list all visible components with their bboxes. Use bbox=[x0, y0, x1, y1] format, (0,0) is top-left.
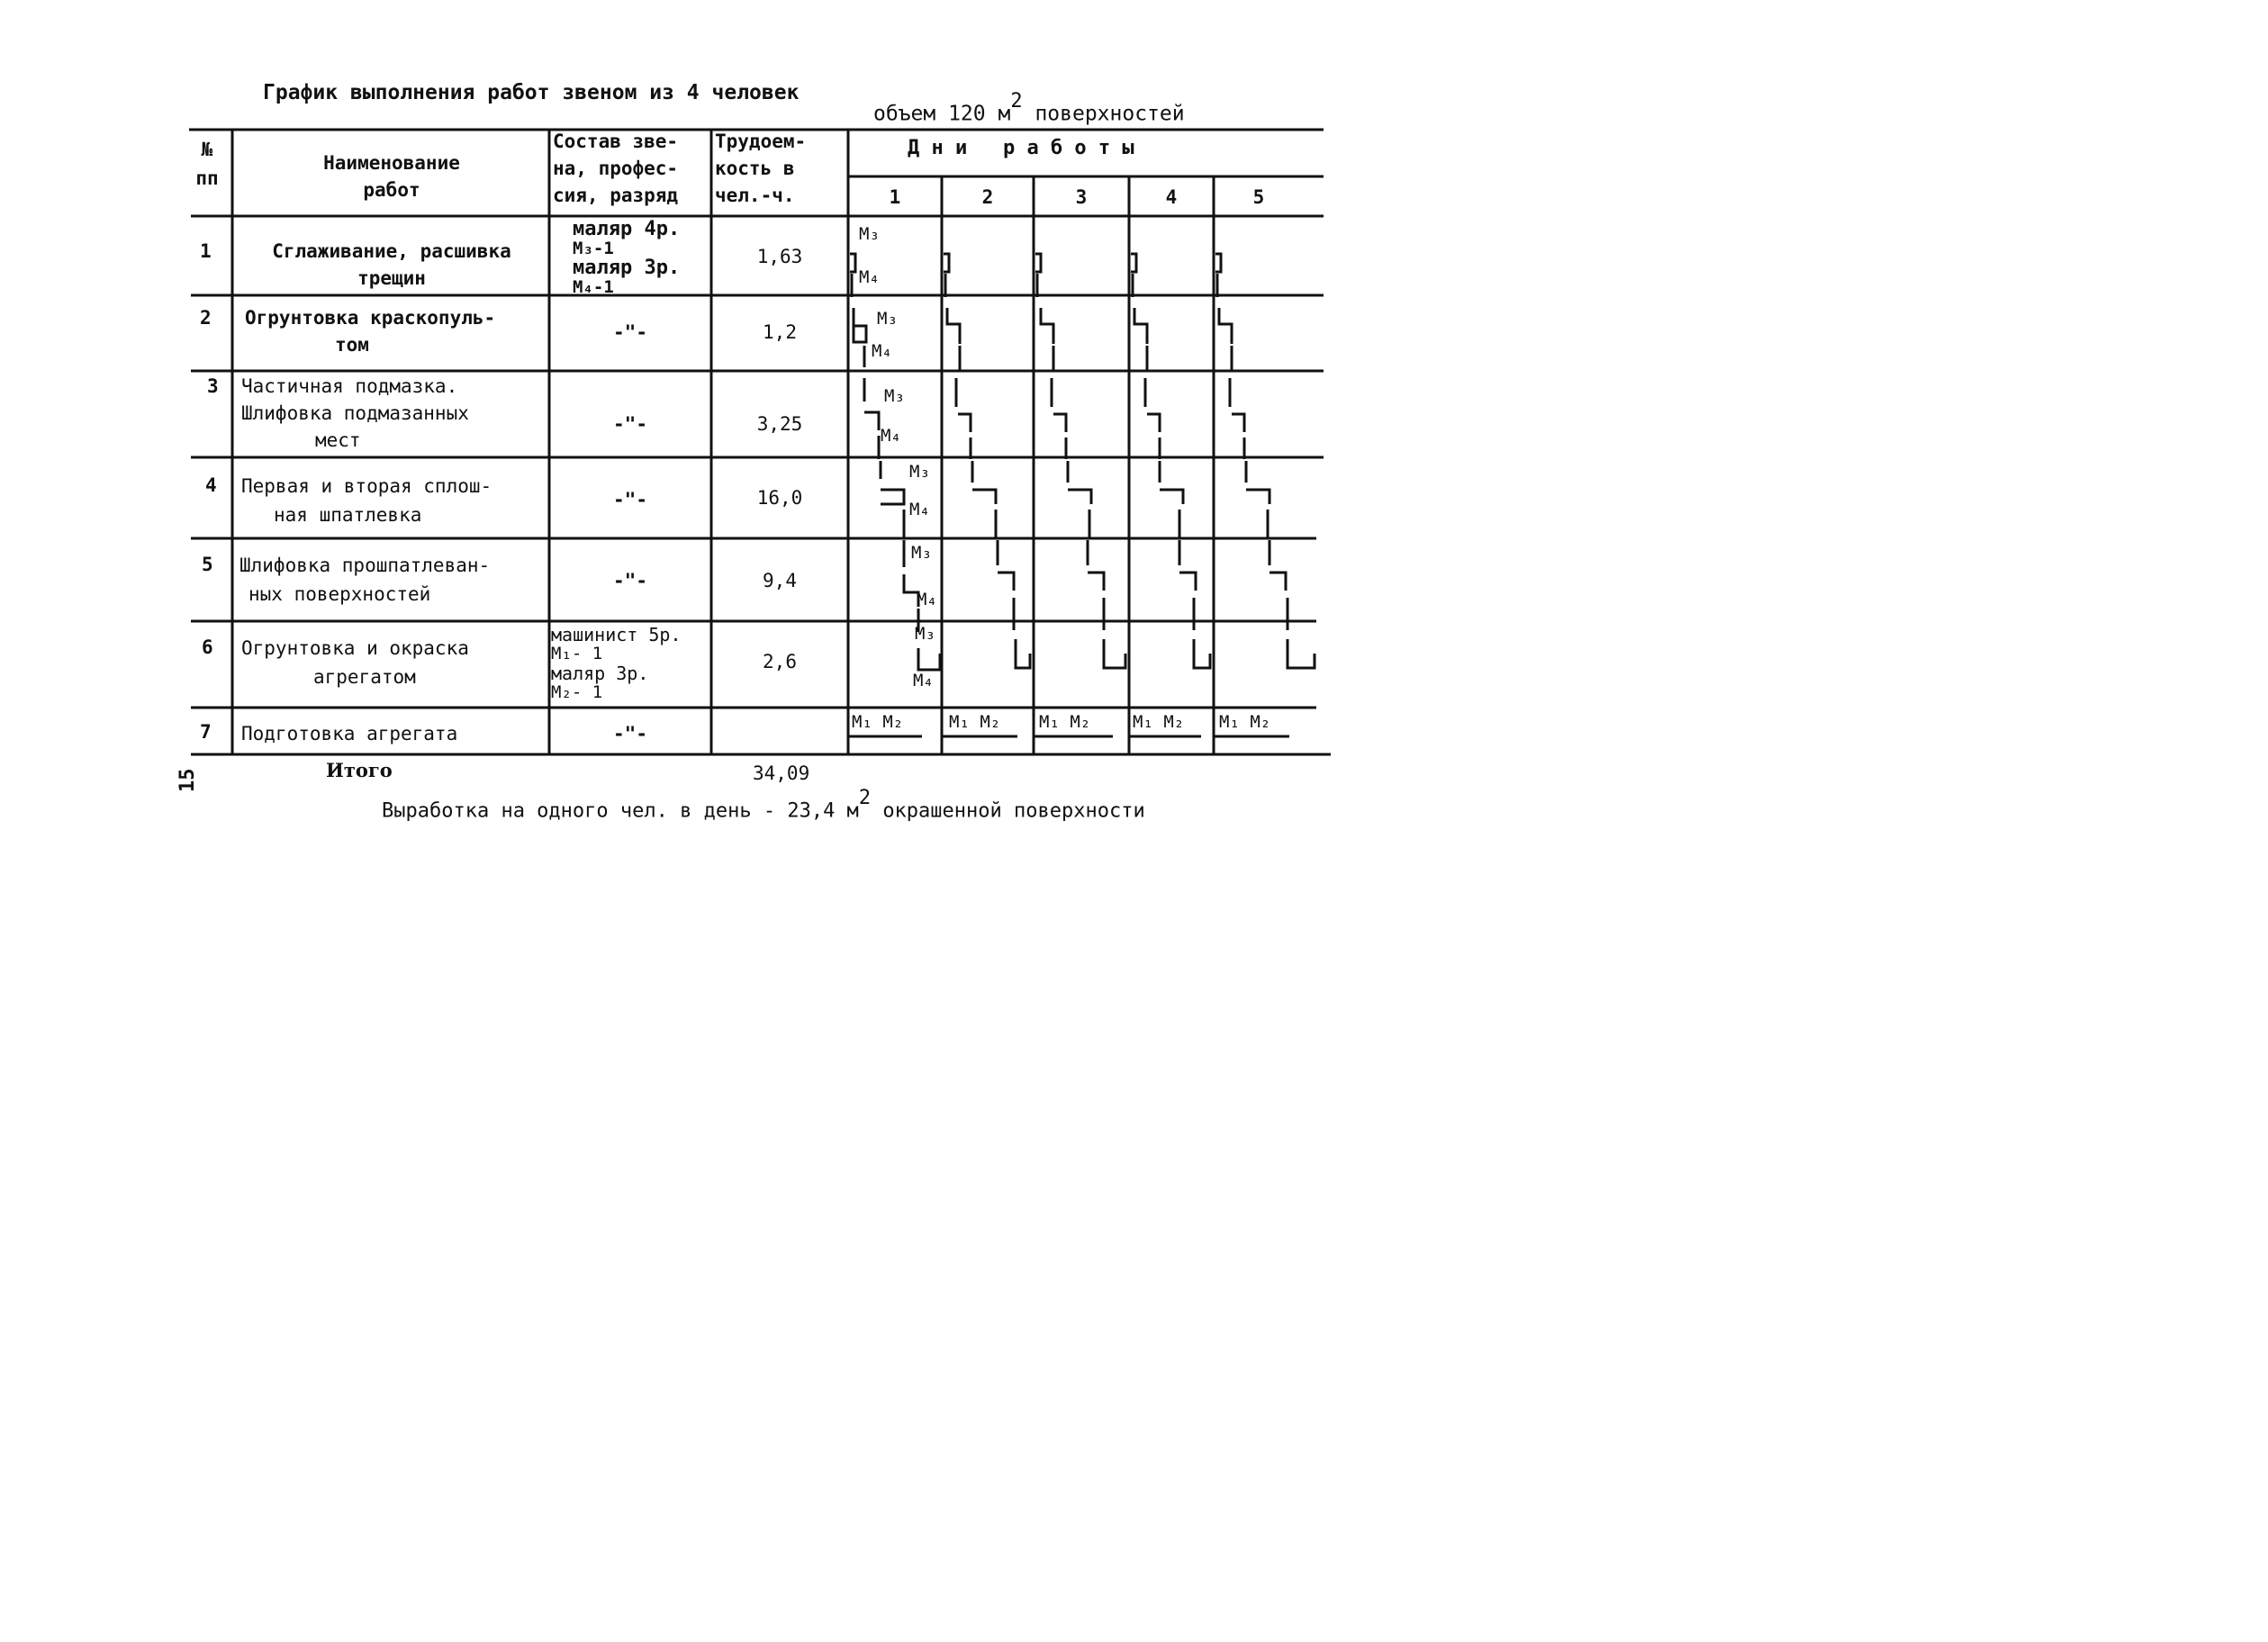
row-2-name bbox=[245, 304, 495, 358]
row-6-labor: 2,6 bbox=[763, 651, 797, 672]
row-1-crew bbox=[573, 220, 680, 297]
col-header-crew-line3: сия, разряд bbox=[553, 185, 679, 206]
row-4-labor: 16,0 bbox=[756, 487, 803, 509]
day-1-header: 1 bbox=[889, 186, 901, 208]
day-5-header: 5 bbox=[1252, 186, 1265, 208]
sched-m4-r2: М₄ bbox=[872, 341, 892, 361]
row-6-crew-line4: М₂- 1 bbox=[551, 682, 603, 702]
sched-m3-r4: М₃ bbox=[909, 462, 930, 482]
sched-agg-day3: М₁ М₂ bbox=[1039, 712, 1091, 732]
row-7-name: Подготовка агрегата bbox=[241, 723, 458, 744]
col-header-crew bbox=[553, 128, 678, 209]
row-3-name bbox=[241, 373, 469, 454]
volume-sup: 2 bbox=[1010, 90, 1023, 113]
col-header-name bbox=[236, 149, 547, 203]
row-3-name-line3: мест bbox=[315, 429, 361, 451]
col-header-labor bbox=[715, 128, 806, 209]
row-6-name bbox=[241, 634, 469, 691]
page-number: 15 bbox=[176, 768, 199, 792]
sched-m3-r3: М₃ bbox=[884, 386, 905, 406]
row-5-num: 5 bbox=[202, 554, 213, 575]
row-6-crew-line2: М₁- 1 bbox=[551, 644, 603, 663]
row-6-crew-line3: маляр 3р. bbox=[551, 663, 649, 684]
col-header-labor-line1: Трудоем- bbox=[715, 131, 807, 152]
volume-suffix: поверхностей bbox=[1035, 102, 1185, 126]
sched-m4-r6: М₄ bbox=[913, 671, 934, 690]
sched-m4-r3: М₄ bbox=[881, 426, 901, 446]
sched-agg-day4: М₁ М₂ bbox=[1133, 712, 1185, 732]
col-header-crew-line1: Состав зве- bbox=[553, 131, 679, 152]
row-4-num: 4 bbox=[205, 474, 217, 496]
col-header-labor-line3: чел.-ч. bbox=[715, 185, 795, 206]
row-3-name-line1: Частичная подмазка. bbox=[241, 375, 458, 397]
row-7-crew: -"- bbox=[613, 723, 647, 744]
row-2-crew: -"- bbox=[613, 321, 647, 343]
output-prefix: Выработка на одного чел. в день - 23,4 м bbox=[382, 799, 859, 823]
row-1-labor: 1,63 bbox=[756, 246, 803, 267]
row-3-labor: 3,25 bbox=[756, 413, 803, 435]
sched-agg-day1: М₁ М₂ bbox=[852, 712, 904, 732]
col-header-num-line1: № bbox=[201, 139, 213, 160]
row-2-name-line1: Огрунтовка краскопуль- bbox=[245, 307, 496, 329]
sched-m4-r4: М₄ bbox=[909, 500, 930, 519]
day-2-header: 2 bbox=[981, 186, 994, 208]
row-6-crew-line1: машинист 5р. bbox=[551, 624, 682, 645]
sched-m4-r5: М₄ bbox=[917, 590, 937, 609]
row-5-name-line1: Шлифовка прошпатлеван- bbox=[239, 555, 491, 576]
row-4-crew: -"- bbox=[613, 489, 647, 510]
output-sup: 2 bbox=[858, 787, 872, 809]
day-4-header: 4 bbox=[1165, 186, 1178, 208]
col-header-num-line2: пп bbox=[195, 167, 219, 189]
day-3-header: 3 bbox=[1075, 186, 1088, 208]
row-1-crew-line1: маляр 4р. bbox=[573, 218, 681, 240]
row-5-name-line2: ных поверхностей bbox=[248, 583, 431, 605]
row-2-labor: 1,2 bbox=[763, 321, 797, 343]
row-4-name-line2: ная шпатлевка bbox=[274, 504, 422, 526]
col-header-name-line2: работ bbox=[363, 179, 420, 201]
row-4-name bbox=[241, 472, 492, 529]
row-6-crew bbox=[551, 625, 682, 702]
row-1-name-line2: трещин bbox=[357, 267, 426, 289]
page-title: График выполнения работ звеном из 4 человек bbox=[263, 81, 800, 104]
row-3-num: 3 bbox=[207, 375, 219, 397]
row-6-name-line2: агрегатом bbox=[313, 666, 416, 688]
row-7-num: 7 bbox=[200, 721, 212, 743]
sched-m3-r6: М₃ bbox=[915, 624, 935, 644]
row-2-name-line2: том bbox=[335, 334, 369, 356]
row-5-labor: 9,4 bbox=[763, 570, 797, 591]
row-1-num: 1 bbox=[200, 240, 212, 262]
row-3-name-line2: Шлифовка подмазанных bbox=[241, 402, 469, 424]
row-3-crew: -"- bbox=[613, 413, 647, 435]
row-1-name bbox=[236, 238, 547, 292]
sched-m3-r2: М₃ bbox=[877, 309, 898, 329]
sched-agg-day2: М₁ М₂ bbox=[949, 712, 1001, 732]
sched-m3-r1: М₃ bbox=[859, 224, 880, 244]
output-suffix: окрашенной поверхности bbox=[882, 799, 1145, 823]
row-1-name-line1: Сглаживание, расшивка bbox=[272, 240, 511, 262]
row-4-name-line1: Первая и вторая сплош- bbox=[241, 475, 492, 497]
total-label: Итого bbox=[326, 759, 393, 781]
row-1-crew-line3: маляр 3р. bbox=[573, 257, 681, 279]
row-1-crew-line4: М₄-1 bbox=[573, 277, 614, 297]
output-note bbox=[382, 787, 1145, 823]
sched-m4-r1: М₄ bbox=[859, 267, 880, 287]
days-title: Д н и р а б о т ы bbox=[908, 137, 1134, 159]
col-header-num bbox=[185, 135, 229, 193]
col-header-labor-line2: кость в bbox=[715, 158, 795, 179]
total-value: 34,09 bbox=[753, 762, 810, 784]
sched-agg-day5: М₁ М₂ bbox=[1219, 712, 1271, 732]
col-header-crew-line2: на, профес- bbox=[553, 158, 679, 179]
row-6-num: 6 bbox=[202, 636, 213, 658]
volume-prefix: объем 120 м bbox=[873, 102, 1011, 126]
row-6-name-line1: Огрунтовка и окраска bbox=[241, 637, 469, 659]
row-5-name bbox=[239, 551, 490, 609]
col-header-name-line1: Наименование bbox=[323, 152, 460, 174]
row-5-crew: -"- bbox=[613, 570, 647, 591]
row-2-num: 2 bbox=[200, 307, 212, 329]
row-1-crew-line2: М₃-1 bbox=[573, 239, 614, 258]
sched-m3-r5: М₃ bbox=[911, 543, 932, 563]
